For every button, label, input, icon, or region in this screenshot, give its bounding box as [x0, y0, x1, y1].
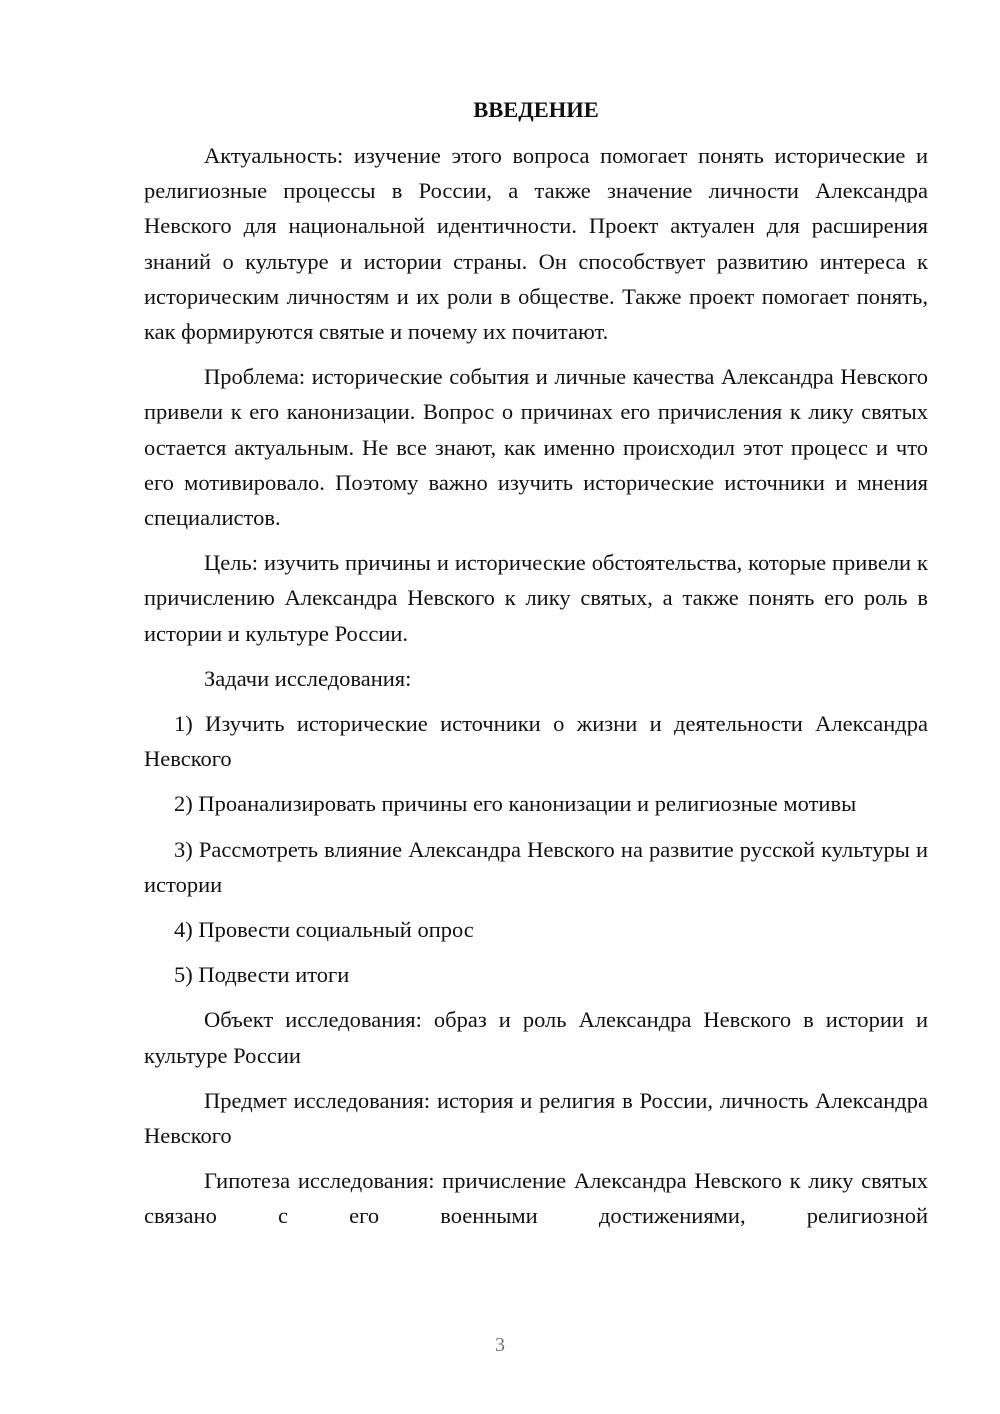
document-page [144, 92, 928, 1244]
list-item: 3) Рассмотреть влияние Александра Невского на развитие русской культуры и истории [144, 836, 928, 897]
paragraph-object: Объект исследования: образ и роль Александра Невского в истории и культуре России [144, 1007, 928, 1068]
paragraph-relevance: Актуальность: изучение этого вопроса помогает понять исторические и религиозные процессы в России, а также значение личности Александра Невского для национальной идентичности. Проект актуален для расширения знаний о культуре и истории страны. Он способствует развитию интереса к историческим личностям и их роли в обществе. Также проект помогает понять, как формируются святые и почему их почитают. [144, 143, 928, 345]
page-title: ВВЕДЕНИЕ [473, 97, 599, 122]
list-item: 1) Изучить исторические источники о жизни и деятельности Александра Невского [144, 711, 928, 772]
page-number: 3 [495, 1334, 505, 1356]
tasks-list [144, 706, 928, 992]
paragraph-goal: Цель: изучить причины и исторические обстоятельства, которые привели к причислению Александра Невского к лику святых, а также понять его роль в истории и культуре России. [144, 550, 928, 646]
list-item: 5) Подвести итоги [174, 962, 350, 988]
tasks-heading: Задачи исследования: [204, 665, 412, 691]
paragraph-problem: Проблема: исторические события и личные качества Александра Невского привели к его канонизации. Вопрос о причинах его причисления к лику святых остается актуальным. Не все знают, как именно происходил этот процесс и что его мотивировало. Поэтому важно изучить исторические источники и мнения специалистов. [144, 364, 928, 531]
list-item: 4) Провести социальный опрос [174, 917, 474, 943]
paragraph-hypothesis: Гипотеза исследования: причисление Александра Невского к лику святых связано с его военными достижениями, религиозной [144, 1168, 928, 1229]
paragraph-subject: Предмет исследования: история и религия в России, личность Александра Невского [144, 1087, 928, 1149]
list-item: 2) Проанализировать причины его канонизации и религиозные мотивы [174, 791, 857, 817]
